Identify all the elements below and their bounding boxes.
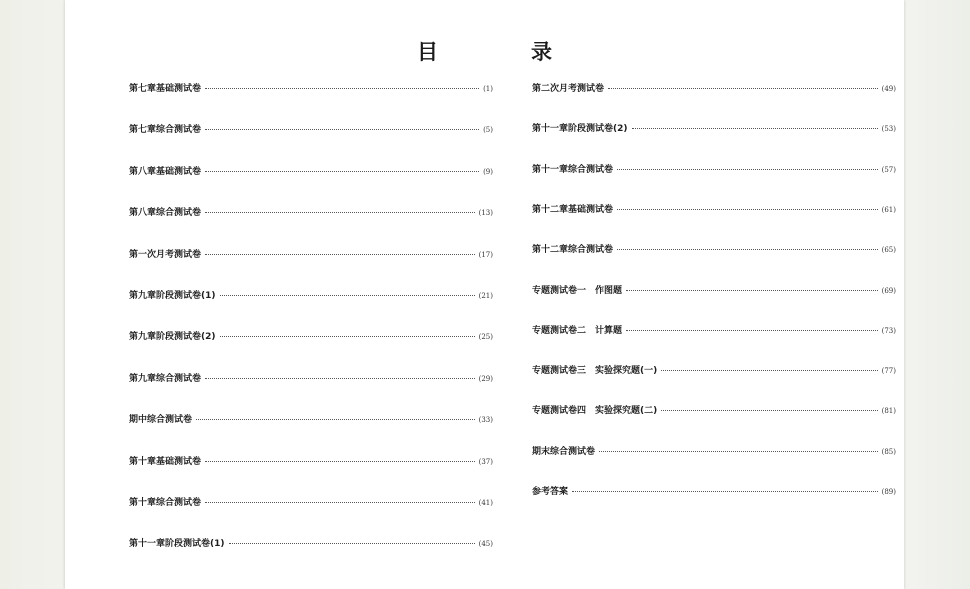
dot-leader <box>205 129 479 130</box>
toc-entry-page: (77) <box>881 367 896 376</box>
dot-leader <box>608 88 878 89</box>
toc-entry[interactable] <box>129 80 493 98</box>
dot-leader <box>205 171 479 172</box>
toc-entry-title: 第十二章基础测试卷 <box>532 204 614 215</box>
toc-entry-page: (29) <box>478 374 493 383</box>
toc-entry[interactable] <box>129 535 493 553</box>
toc-entry-page: (45) <box>478 540 493 549</box>
dot-leader <box>617 249 878 250</box>
toc-entry-title: 第二次月考测试卷 <box>532 84 605 94</box>
toc-entry[interactable] <box>129 246 493 264</box>
dot-leader <box>205 88 479 89</box>
toc-entry-title: 第八章基础测试卷 <box>129 166 202 177</box>
toc-entry-page: (85) <box>881 447 896 456</box>
toc-entry[interactable] <box>129 370 493 388</box>
toc-entry-title: 第十二章综合测试卷 <box>532 245 614 256</box>
toc-entry[interactable] <box>129 163 493 181</box>
dot-leader <box>205 254 475 255</box>
toc-entry-page: (33) <box>478 416 493 425</box>
toc-entry[interactable] <box>129 494 493 512</box>
toc-entry-title: 专题测试卷二 计算题 <box>532 325 623 336</box>
toc-entry-title: 期中综合测试卷 <box>129 415 193 426</box>
toc-entry[interactable] <box>129 287 493 305</box>
dot-leader <box>205 378 475 379</box>
dot-leader <box>205 212 475 213</box>
dot-leader <box>220 295 475 296</box>
toc-entry-page: (61) <box>881 205 896 214</box>
toc-entry-page: (53) <box>881 125 896 134</box>
toc-entry-page: (1) <box>483 85 493 93</box>
toc-entry-page: (13) <box>478 209 493 218</box>
toc-entry-title: 第七章综合测试卷 <box>129 125 202 136</box>
toc-entry-title: 第十章综合测试卷 <box>129 498 202 508</box>
toc-entry-title: 第八章综合测试卷 <box>129 208 202 219</box>
toc-entry-page: (69) <box>881 286 896 295</box>
toc-entry-title: 专题测试卷一 作图题 <box>532 285 623 296</box>
dot-leader <box>205 461 475 462</box>
toc-entry[interactable] <box>129 328 493 346</box>
toc-entry[interactable] <box>129 411 493 429</box>
dot-leader <box>661 410 877 411</box>
toc-entry[interactable] <box>129 204 493 222</box>
toc-entry[interactable] <box>532 120 896 138</box>
dot-leader <box>632 128 878 129</box>
dot-leader <box>617 209 878 210</box>
toc-entry[interactable] <box>532 161 896 179</box>
toc-entry[interactable] <box>532 402 896 420</box>
toc-entry[interactable] <box>532 201 896 219</box>
toc-entry-page: (81) <box>881 407 896 416</box>
toc-entry-page: (17) <box>478 250 493 259</box>
toc-entry-page: (57) <box>881 165 896 174</box>
toc-entry-title: 第九章阶段测试卷(1) <box>129 291 216 301</box>
toc-entry[interactable] <box>532 362 896 380</box>
toc-entry-title: 第十一章综合测试卷 <box>532 164 614 175</box>
toc-entry[interactable] <box>129 453 493 471</box>
toc-entry-title: 第十章基础测试卷 <box>129 456 202 467</box>
toc-entry-page: (73) <box>881 326 896 335</box>
toc-entry-page: (21) <box>478 292 493 300</box>
dot-leader <box>196 419 475 420</box>
toc-entry[interactable] <box>532 241 896 259</box>
toc-entry-title: 第七章基础测试卷 <box>129 84 202 94</box>
dot-leader <box>626 330 878 331</box>
toc-entry-title: 专题测试卷四 实验探究题(二) <box>532 406 658 417</box>
toc-entry[interactable] <box>532 80 896 98</box>
dot-leader <box>599 451 878 452</box>
toc-entry[interactable] <box>532 282 896 300</box>
toc-entry-title: 参考答案 <box>532 487 569 497</box>
toc-entry[interactable] <box>532 322 896 340</box>
dot-leader <box>661 370 877 371</box>
toc-entry-page: (25) <box>478 333 493 342</box>
toc-entry-page: (41) <box>478 499 493 507</box>
toc-entry-title: 第九章阶段测试卷(2) <box>129 332 216 343</box>
dot-leader <box>617 169 878 170</box>
toc-entry-page: (49) <box>881 85 896 93</box>
toc-entry-page: (9) <box>483 167 493 176</box>
page-title: 目 录 <box>417 39 588 64</box>
dot-leader <box>220 336 475 337</box>
toc-entry-page: (89) <box>881 488 896 496</box>
document-page <box>65 0 904 589</box>
dot-leader <box>205 502 475 503</box>
toc-entry-title: 第十一章阶段测试卷(1) <box>129 539 225 550</box>
toc-entry-title: 第一次月考测试卷 <box>129 249 202 260</box>
toc-entry-title: 第十一章阶段测试卷(2) <box>532 124 628 135</box>
toc-entry-page: (5) <box>483 126 493 135</box>
toc-entry[interactable] <box>532 443 896 461</box>
dot-leader <box>626 290 878 291</box>
toc-entry[interactable] <box>129 121 493 139</box>
dot-leader <box>572 491 878 492</box>
toc-entry[interactable] <box>532 483 896 501</box>
toc-entry-page: (65) <box>881 246 896 255</box>
toc-entry-title: 专题测试卷三 实验探究题(一) <box>532 366 658 377</box>
toc-entry-page: (37) <box>478 457 493 466</box>
toc-entry-title: 第九章综合测试卷 <box>129 373 202 384</box>
toc-entry-title: 期末综合测试卷 <box>532 446 596 457</box>
dot-leader <box>229 543 475 544</box>
